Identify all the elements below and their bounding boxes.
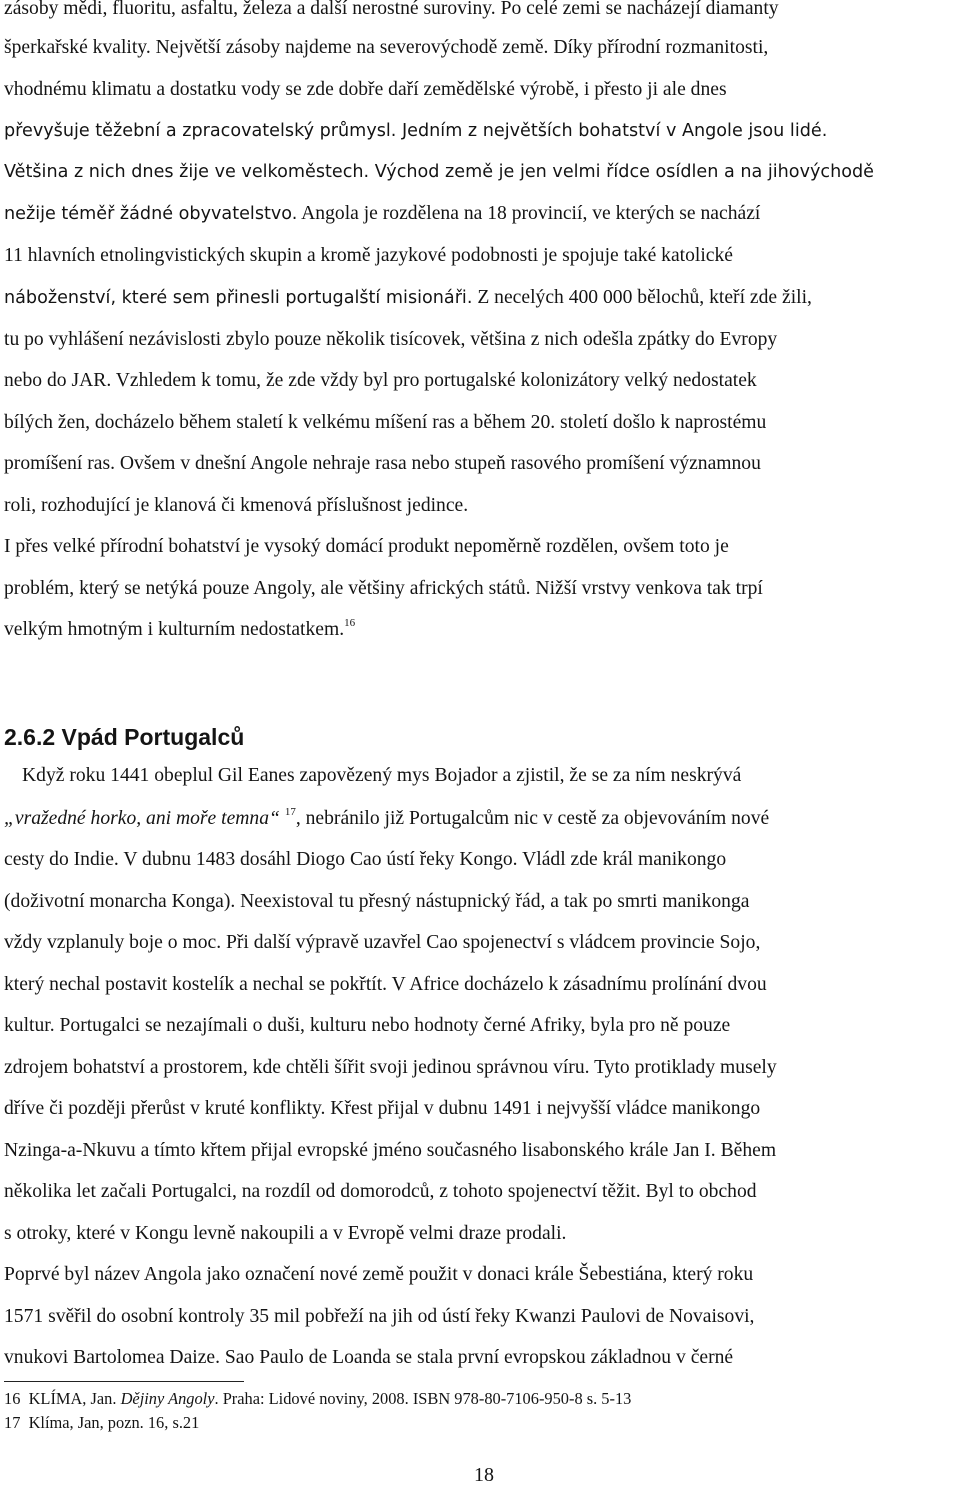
- text-line: Většina z nich dnes žije ve velkoměstech. Východ země je jen velmi řídce osídlen a na jihovýchodě: [4, 162, 874, 182]
- footnote-number: 16: [4, 1389, 21, 1408]
- footnote-17: [4, 1413, 199, 1433]
- text-line: problém, který se netýká pouze Angoly, ale většiny afrických států. Nižší vrstvy venkova tak trpí: [4, 578, 763, 599]
- text-line: vždy vzplanuly boje o moc. Při další výpravě uzavřel Cao spojenectví s vládcem provincie Sojo,: [4, 932, 761, 953]
- footnote-ref-16[interactable]: 16: [344, 617, 356, 629]
- text-line: Nzinga-a-Nkuvu a tímto křtem přijal evropské jméno současného lisabonského krále Jan I. Během: [4, 1140, 777, 1161]
- text-line: tu po vyhlášení nezávislosti zbylo pouze několik tisícovek, většina z nich odešla zpátky do Evropy: [4, 329, 778, 350]
- section-heading: 2.6.2 Vpád Portugalců: [4, 724, 245, 750]
- text-line: kultur. Portugalci se nezajímali o duši, kulturu nebo hodnoty černé Afriky, byla pro ně pouze: [4, 1015, 731, 1036]
- text-line: roli, rozhodující je klanová či kmenová příslušnost jedince.: [4, 495, 469, 516]
- text-line: nebo do JAR. Vzhledem k tomu, že zde vždy byl pro portugalské kolonizátory velký nedostatek: [4, 370, 757, 391]
- text-line: [4, 287, 812, 309]
- text-line: [4, 619, 355, 641]
- text-line: několika let začali Portugalci, na rozdíl od domorodců, z tohoto spojenectví těžit. Byl to obchod: [4, 1181, 757, 1202]
- text-line: Poprvé byl název Angola jako označení nové země použit v donaci krále Šebestiána, který roku: [4, 1264, 754, 1285]
- text-line: [4, 203, 760, 225]
- footnote-title: Dějiny Angoly: [120, 1389, 215, 1408]
- text-line: 11 hlavních etnolingvistických skupin a kromě jazykové podobnosti je spojuje také katolické: [4, 245, 733, 266]
- text-line: zásoby mědi, fluoritu, asfaltu, železa a další nerostné suroviny. Po celé zemi se nacházejí diamanty: [4, 0, 779, 19]
- footnote-author: KLÍMA, Jan.: [28, 1389, 117, 1408]
- text-line: (doživotní monarcha Konga). Neexistoval tu přesný nástupnický řád, a tak po smrti manikonga: [4, 891, 750, 912]
- page-number: 18: [474, 1464, 494, 1486]
- footnote-divider: [4, 1381, 244, 1382]
- text-line: převyšuje těžební a zpracovatelský průmysl. Jedním z největších bohatství v Angole jsou lidé.: [4, 121, 828, 141]
- text-line: s otroky, které v Kongu levně nakoupili a v Evropě velmi draze prodali.: [4, 1223, 567, 1244]
- text-line: dříve či později přerůst v kruté konflikty. Křest přijal v dubnu 1491 i nejvyšší vládce manikongo: [4, 1098, 761, 1119]
- footnote-details: . Praha: Lidové noviny, 2008. ISBN 978-80-7106-950-8 s. 5-13: [214, 1389, 632, 1408]
- text-span: Angola je rozdělena na 18 provincií, ve kterých se nachází: [297, 203, 761, 224]
- text-span: náboženství, které sem přinesli portugalští misionáři.: [4, 288, 473, 308]
- footnote-ref-17[interactable]: 17: [284, 806, 296, 818]
- text-line: 1571 svěřil do osobní kontroly 35 mil pobřeží na jih od ústí řeky Kwanzi Paulovi de Novaisovi,: [4, 1306, 755, 1327]
- text-line: šperkařské kvality. Největší zásoby najdeme na severovýchodě země. Díky přírodní rozmanitosti,: [4, 37, 769, 58]
- footnote-number: 17: [4, 1413, 21, 1432]
- text-span: nežije téměř žádné obyvatelstvo.: [4, 204, 298, 224]
- text-span: velkým hmotným i kulturním nedostatkem.: [4, 619, 345, 640]
- text-line: vnukovi Bartolomea Daize. Sao Paulo de Loanda se stala první evropskou základnou v černé: [4, 1347, 734, 1368]
- text-line: který nechal postavit kostelík a nechal se pokřtít. V Africe docházelo k zásadnímu prolínání dvou: [4, 974, 767, 995]
- text-line: Když roku 1441 obeplul Gil Eanes zapovězený mys Bojador a zjistil, že se za ním neskrývá: [22, 765, 742, 786]
- text-line: I přes velké přírodní bohatství je vysoký domácí produkt nepoměrně rozdělen, ovšem toto je: [4, 536, 729, 557]
- text-span: Z necelých 400 000 bělochů, kteří zde žili,: [472, 287, 812, 308]
- text-line: zdrojem bohatství a prostorem, kde chtěli šířit svoji jedinou správnou víru. Tyto protiklady musely: [4, 1057, 777, 1078]
- text-line: bílých žen, docházelo během staletí k velkému míšení ras a během 20. století došlo k naprostému: [4, 412, 767, 433]
- text-span: , nebránilo již Portugalcům nic v cestě za objevováním nové: [295, 808, 770, 829]
- quote-text: „vražedné horko, ani moře temna“: [4, 808, 280, 829]
- text-line: cesty do Indie. V dubnu 1483 dosáhl Diogo Cao ústí řeky Kongo. Vládl zde král manikongo: [4, 849, 727, 870]
- text-line: promíšení ras. Ovšem v dnešní Angole nehraje rasa nebo stupeň rasového promíšení významnou: [4, 453, 761, 474]
- footnote-text: Klíma, Jan, pozn. 16, s.21: [28, 1413, 200, 1432]
- text-line: vhodnému klimatu a dostatku vody se zde dobře daří zemědělské výrobě, i přesto ji ale dnes: [4, 79, 727, 100]
- text-line: [4, 808, 769, 830]
- footnote-16: [4, 1389, 631, 1409]
